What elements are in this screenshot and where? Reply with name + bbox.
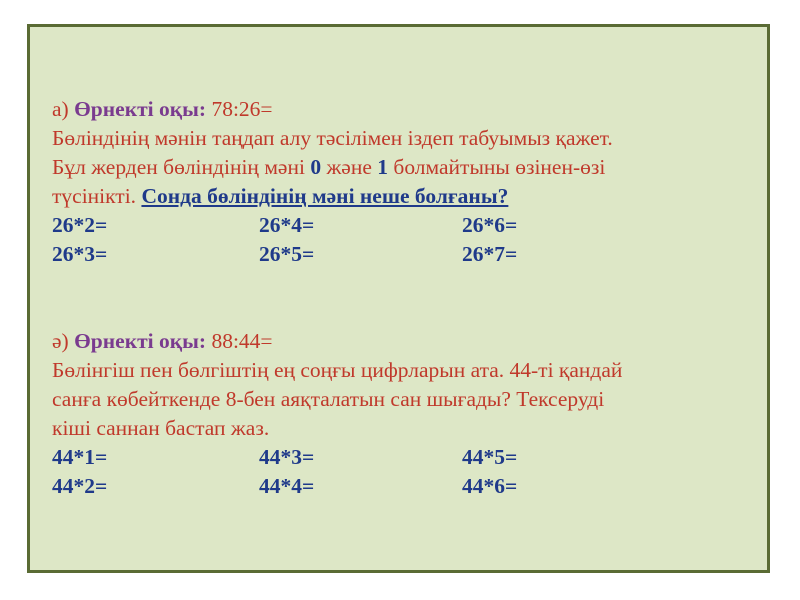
section-b-line-3: кіші саннан бастап жаз. — [52, 416, 270, 440]
section-a-line-2 — [52, 153, 772, 182]
section-a-number-1: 1 — [377, 155, 389, 179]
equation: 44*5= — [462, 445, 518, 469]
section-a-label: Өрнекті оқы: — [74, 97, 207, 121]
slide-content — [52, 95, 772, 501]
equation: 26*7= — [462, 242, 518, 266]
equation: 44*4= — [259, 474, 315, 498]
section-b-line-1: Бөлінгіш пен бөлгіштің ең соңғы цифрларын ата. 44-ті қандай — [52, 358, 623, 382]
section-a-question: Сонда бөліндінің мәні неше болғаны? — [141, 184, 509, 208]
slide-frame — [27, 24, 770, 573]
section-b-header — [52, 327, 772, 356]
equation: 44*6= — [462, 474, 518, 498]
section-a-line-1: Бөліндінің мәнін таңдап алу тәсілімен іздеп табуымыз қажет. — [52, 126, 613, 150]
equation: 44*1= — [52, 445, 108, 469]
section-b-equations — [52, 443, 772, 501]
section-spacer — [52, 269, 772, 327]
section-a-prefix: а) — [52, 97, 69, 121]
section-a-expression: 78:26= — [211, 97, 273, 121]
equation: 44*3= — [259, 445, 315, 469]
equation: 26*2= — [52, 213, 108, 237]
equation: 26*5= — [259, 242, 315, 266]
section-a-equations — [52, 211, 772, 269]
section-a-header — [52, 95, 772, 124]
section-a-line-3-start: түсінікті. — [52, 184, 137, 208]
equation: 26*4= — [259, 213, 315, 237]
section-b-label: Өрнекті оқы: — [74, 329, 207, 353]
section-a-number-0: 0 — [310, 155, 322, 179]
section-a-and: және — [326, 155, 372, 179]
section-a-line-3 — [52, 182, 772, 211]
section-a-line-2-start: Бұл жерден бөліндінің мәні — [52, 155, 305, 179]
section-b-line-2: санға көбейткенде 8-бен аяқталатын сан шығады? Тексеруді — [52, 387, 605, 411]
section-a-line-2-end: болмайтыны өзінен-өзі — [393, 155, 606, 179]
section-b-expression: 88:44= — [211, 329, 273, 353]
equation: 44*2= — [52, 474, 108, 498]
equation: 26*3= — [52, 242, 108, 266]
equation: 26*6= — [462, 213, 518, 237]
section-b-prefix: ә) — [52, 329, 69, 353]
